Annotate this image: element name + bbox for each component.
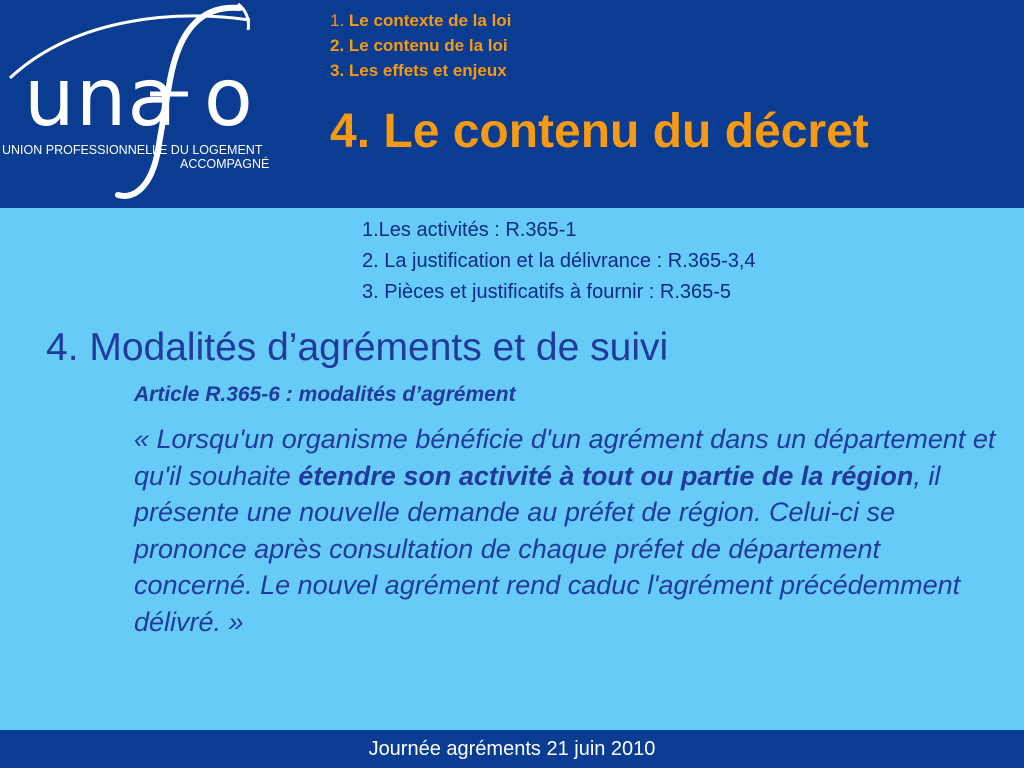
table-of-contents — [330, 8, 511, 83]
article-reference: Article R.365-6 : modalités d’agrément — [134, 383, 516, 406]
header-band — [0, 0, 1024, 208]
subsection-item: 3. Pièces et justificatifs à fournir : R.365-5 — [362, 281, 732, 303]
subsection-list — [362, 215, 756, 308]
slide-heading: 4. Modalités d’agréments et de suivi — [46, 326, 669, 369]
logo-tagline-line1: UNION PROFESSIONNELLE DU LOGEMENT — [2, 143, 263, 157]
unafo-logo — [0, 0, 300, 208]
toc-item-3 — [330, 58, 511, 83]
footer-band — [0, 730, 1024, 768]
legal-quote — [134, 421, 1004, 640]
quote-text-end: , il présente une nouvelle demande au préfet de région. Celui-ci se prononce après consultation de chaque préfet de département concerné. Le nouvel agrément rend caduc l'agrément précédemment délivré. » — [134, 460, 961, 637]
footer-text: Journée agréments 21 juin 2010 — [368, 738, 656, 760]
logo-wordmark: una o — [24, 51, 254, 144]
logo-tagline-line2: ACCOMPAGNÉ — [180, 157, 270, 171]
section-title: 4. Le contenu du décret — [330, 105, 869, 158]
toc-item-number: 1. — [330, 11, 345, 30]
subsection-item: 1.Les activités : R.365-1 — [362, 219, 577, 241]
toc-item-label: 3. Les effets et enjeux — [330, 61, 507, 80]
quote-text-start: « Lorsqu'un organisme bénéficie d'un agrément dans un département et qu'il souhaite — [134, 424, 996, 491]
toc-item-label: 2. Le contenu de la loi — [330, 36, 508, 55]
toc-item-label: Le contexte de la loi — [348, 11, 512, 30]
quote-emphasis: étendre son activité à tout ou partie de la région — [298, 460, 914, 491]
toc-item-1 — [330, 8, 511, 33]
subsection-item: 2. La justification et la délivrance : R.365-3,4 — [362, 250, 756, 272]
toc-item-2 — [330, 33, 511, 58]
